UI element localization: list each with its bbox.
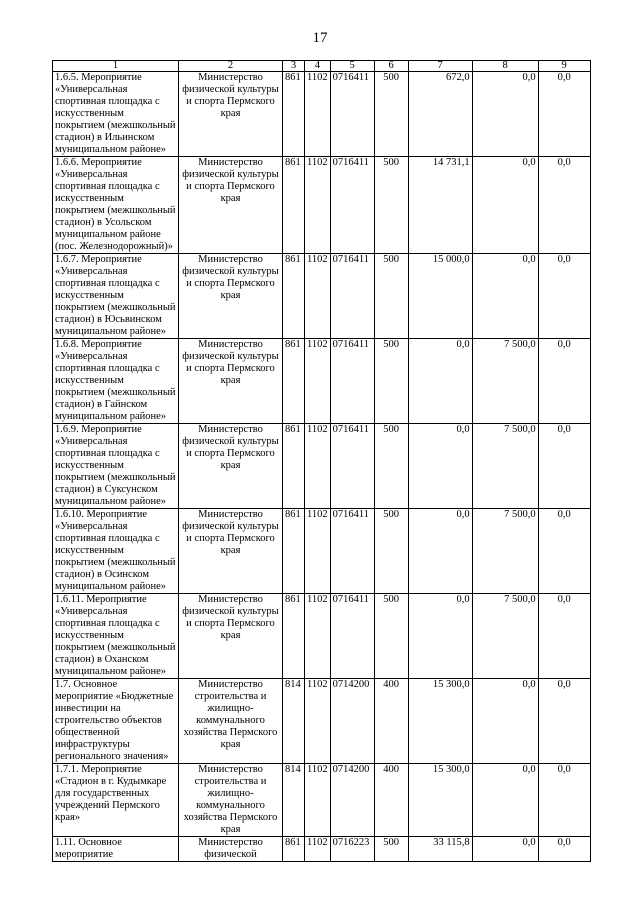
amount-cell-7: 0,0	[408, 424, 472, 509]
responsible-org-cell: Министерство физической культуры и спорта Пермского края	[179, 424, 283, 509]
header-row	[53, 61, 591, 72]
amount-cell-8: 7 500,0	[472, 339, 538, 424]
code-cell-6: 500	[374, 339, 408, 424]
code-cell-4: 1102	[305, 157, 331, 254]
code-cell-5: 0714200	[330, 764, 374, 837]
responsible-org-cell: Министерство физической	[179, 837, 283, 862]
code-cell-4: 1102	[305, 424, 331, 509]
amount-cell-7: 0,0	[408, 339, 472, 424]
table-row	[53, 254, 591, 339]
amount-cell-9: 0,0	[538, 764, 590, 837]
code-cell-3: 861	[283, 339, 305, 424]
column-header: 5	[330, 61, 374, 72]
amount-cell-8: 0,0	[472, 679, 538, 764]
code-cell-3: 861	[283, 509, 305, 594]
amount-cell-8: 0,0	[472, 157, 538, 254]
page-number: 17	[312, 30, 328, 46]
code-cell-4: 1102	[305, 594, 331, 679]
code-cell-3: 861	[283, 594, 305, 679]
amount-cell-8: 0,0	[472, 72, 538, 157]
code-cell-5: 0716411	[330, 339, 374, 424]
responsible-org-cell: Министерство строительства и жилищно-коммунального хозяйства Пермского края	[179, 764, 283, 837]
column-header: 3	[283, 61, 305, 72]
activity-name-cell: 1.6.7. Мероприятие «Универсальная спортивная площадка с искусственным покрытием (межшкольный стадион) в Юсьвинском муниципальном районе»	[53, 254, 179, 339]
table-row	[53, 594, 591, 679]
amount-cell-9: 0,0	[538, 72, 590, 157]
amount-cell-8: 0,0	[472, 837, 538, 862]
code-cell-5: 0716411	[330, 254, 374, 339]
amount-cell-7: 14 731,1	[408, 157, 472, 254]
amount-cell-7: 33 115,8	[408, 837, 472, 862]
code-cell-6: 500	[374, 509, 408, 594]
column-header: 6	[374, 61, 408, 72]
activity-name-cell: 1.6.6. Мероприятие «Универсальная спортивная площадка с искусственным покрытием (межшкольный стадион) в Усольском муниципальном районе (пос. Железнодорожный)»	[53, 157, 179, 254]
column-header: 1	[53, 61, 179, 72]
table-row	[53, 424, 591, 509]
responsible-org-cell: Министерство физической культуры и спорта Пермского края	[179, 509, 283, 594]
code-cell-3: 861	[283, 157, 305, 254]
code-cell-5: 0716223	[330, 837, 374, 862]
activity-name-cell: 1.6.9. Мероприятие «Универсальная спортивная площадка с искусственным покрытием (межшкольный стадион) в Суксунском муниципальном районе»	[53, 424, 179, 509]
amount-cell-7: 0,0	[408, 509, 472, 594]
column-header: 8	[472, 61, 538, 72]
responsible-org-cell: Министерство физической культуры и спорта Пермского края	[179, 594, 283, 679]
code-cell-5: 0716411	[330, 594, 374, 679]
code-cell-5: 0716411	[330, 424, 374, 509]
amount-cell-8: 0,0	[472, 764, 538, 837]
activity-name-cell: 1.6.5. Мероприятие «Универсальная спортивная площадка с искусственным покрытием (межшкольный стадион) в Ильинском муниципальном районе»	[53, 72, 179, 157]
table-row	[53, 509, 591, 594]
amount-cell-9: 0,0	[538, 254, 590, 339]
code-cell-4: 1102	[305, 72, 331, 157]
code-cell-6: 400	[374, 764, 408, 837]
table-row	[53, 339, 591, 424]
table-row	[53, 679, 591, 764]
code-cell-5: 0716411	[330, 157, 374, 254]
column-header: 7	[408, 61, 472, 72]
amount-cell-9: 0,0	[538, 679, 590, 764]
responsible-org-cell: Министерство физической культуры и спорта Пермского края	[179, 339, 283, 424]
activity-name-cell: 1.7.1. Мероприятие «Стадион в г. Кудымкаре для государственных учреждений Пермского края»	[53, 764, 179, 837]
table-row	[53, 157, 591, 254]
responsible-org-cell: Министерство строительства и жилищно-коммунального хозяйства Пермского края	[179, 679, 283, 764]
amount-cell-7: 15 000,0	[408, 254, 472, 339]
code-cell-6: 500	[374, 157, 408, 254]
amount-cell-7: 0,0	[408, 594, 472, 679]
amount-cell-7: 15 300,0	[408, 764, 472, 837]
code-cell-6: 400	[374, 679, 408, 764]
activity-name-cell: 1.7. Основное мероприятие «Бюджетные инвестиции на строительство объектов общественной инфраструктуры регионального значения»	[53, 679, 179, 764]
amount-cell-8: 7 500,0	[472, 509, 538, 594]
code-cell-4: 1102	[305, 764, 331, 837]
code-cell-3: 861	[283, 254, 305, 339]
amount-cell-9: 0,0	[538, 424, 590, 509]
activity-name-cell: 1.6.8. Мероприятие «Универсальная спортивная площадка с искусственным покрытием (межшкольный стадион) в Гайнском муниципальном районе»	[53, 339, 179, 424]
table-row	[53, 764, 591, 837]
amount-cell-9: 0,0	[538, 594, 590, 679]
code-cell-6: 500	[374, 254, 408, 339]
code-cell-5: 0716411	[330, 509, 374, 594]
responsible-org-cell: Министерство физической культуры и спорта Пермского края	[179, 157, 283, 254]
code-cell-4: 1102	[305, 837, 331, 862]
code-cell-4: 1102	[305, 509, 331, 594]
table-row	[53, 72, 591, 157]
column-header: 9	[538, 61, 590, 72]
code-cell-6: 500	[374, 837, 408, 862]
code-cell-3: 814	[283, 764, 305, 837]
code-cell-6: 500	[374, 72, 408, 157]
amount-cell-8: 0,0	[472, 254, 538, 339]
code-cell-3: 814	[283, 679, 305, 764]
column-header: 4	[305, 61, 331, 72]
code-cell-3: 861	[283, 424, 305, 509]
code-cell-3: 861	[283, 72, 305, 157]
code-cell-4: 1102	[305, 254, 331, 339]
column-header: 2	[179, 61, 283, 72]
code-cell-4: 1102	[305, 679, 331, 764]
code-cell-6: 500	[374, 424, 408, 509]
code-cell-6: 500	[374, 594, 408, 679]
responsible-org-cell: Министерство физической культуры и спорта Пермского края	[179, 72, 283, 157]
table-row	[53, 837, 591, 862]
activity-name-cell: 1.6.11. Мероприятие «Универсальная спортивная площадка с искусственным покрытием (межшкольный стадион) в Оханском муниципальном районе»	[53, 594, 179, 679]
code-cell-4: 1102	[305, 339, 331, 424]
amount-cell-9: 0,0	[538, 157, 590, 254]
amount-cell-7: 672,0	[408, 72, 472, 157]
code-cell-3: 861	[283, 837, 305, 862]
activity-name-cell: 1.11. Основное мероприятие	[53, 837, 179, 862]
amount-cell-9: 0,0	[538, 509, 590, 594]
budget-table	[52, 60, 591, 862]
activity-name-cell: 1.6.10. Мероприятие «Универсальная спортивная площадка с искусственным покрытием (межшкольный стадион) в Осинском муниципальном районе»	[53, 509, 179, 594]
code-cell-5: 0716411	[330, 72, 374, 157]
responsible-org-cell: Министерство физической культуры и спорта Пермского края	[179, 254, 283, 339]
amount-cell-9: 0,0	[538, 837, 590, 862]
amount-cell-9: 0,0	[538, 339, 590, 424]
amount-cell-8: 7 500,0	[472, 424, 538, 509]
amount-cell-8: 7 500,0	[472, 594, 538, 679]
code-cell-5: 0714200	[330, 679, 374, 764]
amount-cell-7: 15 300,0	[408, 679, 472, 764]
